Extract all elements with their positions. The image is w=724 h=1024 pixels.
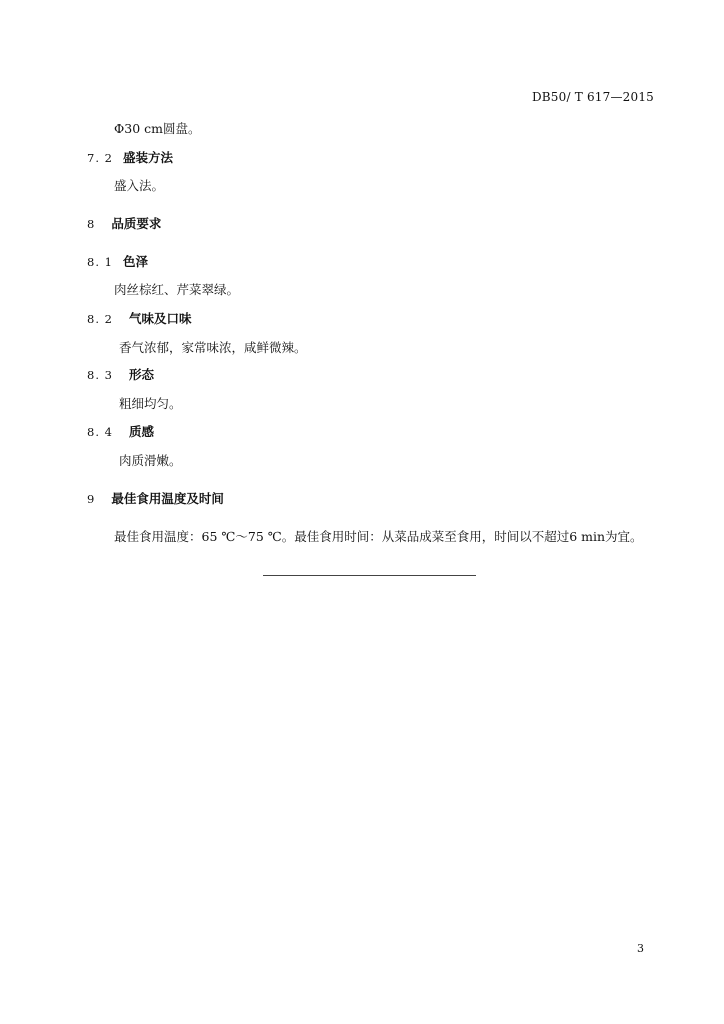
section-7-2-heading [87, 148, 173, 166]
section-number: 8. 3 [87, 368, 113, 382]
section-number: 9 [87, 492, 96, 506]
section-number: 8. 4 [87, 425, 113, 439]
section-number: 7. 2 [87, 151, 113, 165]
section-8-2-heading [87, 309, 191, 327]
section-number: 8. 2 [87, 312, 113, 326]
section-8-4-heading [87, 422, 154, 440]
section-7-2-body: 盛入法。 [114, 178, 165, 193]
section-title: 气味及口味 [128, 311, 192, 326]
section-title: 形态 [128, 367, 154, 382]
section-8-3-heading [87, 365, 154, 383]
plate-size-text: Φ30 cm圆盘。 [114, 121, 201, 136]
section-9-heading [87, 489, 224, 507]
section-title: 色泽 [122, 254, 148, 269]
section-8-1-heading [87, 252, 148, 270]
section-number: 8. 1 [87, 255, 113, 269]
section-8-4-body: 肉质滑嫩。 [119, 453, 182, 468]
end-of-document-rule [263, 575, 476, 576]
page-number: 3 [637, 942, 644, 955]
section-8-1-body: 肉丝棕红、芹菜翠绿。 [114, 282, 240, 297]
section-8-3-body: 粗细均匀。 [119, 396, 182, 411]
section-title: 品质要求 [111, 216, 162, 231]
section-title: 盛装方法 [122, 150, 173, 165]
section-title: 质感 [128, 424, 154, 439]
section-number: 8 [87, 217, 96, 231]
section-8-heading [87, 214, 161, 232]
standard-code: DB50/ T 617—2015 [531, 90, 654, 104]
section-8-2-body: 香气浓郁，家常味浓，咸鲜微辣。 [119, 340, 307, 355]
section-title: 最佳食用温度及时间 [111, 491, 224, 506]
section-9-body: 最佳食用温度：65 ℃～75 ℃。最佳食用时间：从菜品成菜至食用，时间以不超过6 min为宜。 [114, 529, 643, 544]
